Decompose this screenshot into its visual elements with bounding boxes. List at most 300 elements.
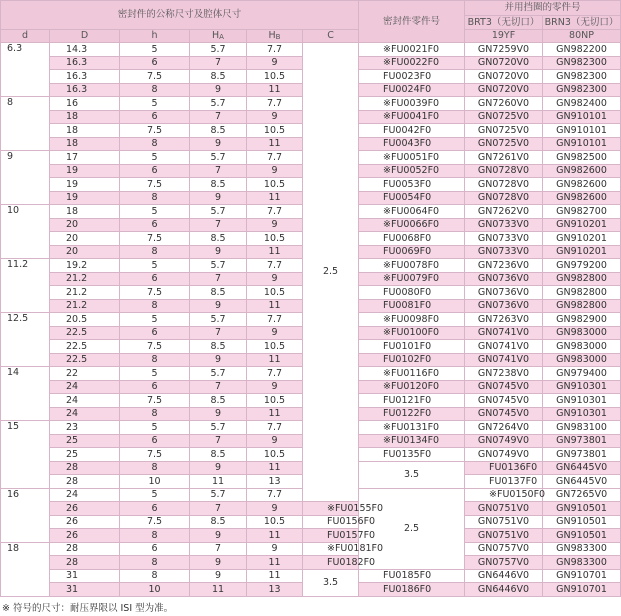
cell-HB: 10.5 <box>247 124 303 138</box>
cell-HA: 9 <box>190 529 247 543</box>
cell-HA: 5.7 <box>190 488 247 502</box>
cell-brn3: GN982600 <box>543 164 621 178</box>
cell-HB: 11 <box>247 245 303 259</box>
cell-part-number: ※FU0021F0 <box>359 43 465 57</box>
cell-HB: 11 <box>247 353 303 367</box>
cell-HA: 5.7 <box>190 259 247 273</box>
cell-HB: 9 <box>247 110 303 124</box>
cell-brt3: GN7263V0 <box>465 313 543 327</box>
cell-part-number: ※FU0039F0 <box>359 97 465 111</box>
brt3-sub-header: 19YF <box>465 29 543 43</box>
col-C-header: C <box>303 29 359 43</box>
cell-D: 21.2 <box>50 286 120 300</box>
cell-brn3: GN982800 <box>543 272 621 286</box>
cell-HB: 10.5 <box>247 178 303 192</box>
cell-brt3: GN7264V0 <box>465 421 543 435</box>
cell-HB: 10.5 <box>247 70 303 84</box>
cell-HA: 5.7 <box>190 43 247 57</box>
cell-HB: 11 <box>247 569 303 583</box>
cell-HB: 9 <box>247 502 303 516</box>
cell-HB: 7.7 <box>247 43 303 57</box>
cell-brn3: GN910201 <box>543 218 621 232</box>
cell-HB: 7.7 <box>247 488 303 502</box>
table-row <box>1 542 621 556</box>
cell-HA: 8.5 <box>190 178 247 192</box>
cell-D: 24 <box>50 488 120 502</box>
cell-D: 20 <box>50 232 120 246</box>
cell-brt3: GN7262V0 <box>465 205 543 219</box>
cell-brt3: GN0728V0 <box>465 191 543 205</box>
cell-brt3: GN6445V0 <box>543 461 621 475</box>
cell-part-number: ※FU0098F0 <box>359 313 465 327</box>
cell-HB: 10.5 <box>247 448 303 462</box>
col-HB-header <box>247 29 303 43</box>
cell-brn3: GN983300 <box>543 556 621 570</box>
cell-part-number: FU0068F0 <box>359 232 465 246</box>
cell-brt3: GN0751V0 <box>465 515 543 529</box>
cell-brt3: GN7260V0 <box>465 97 543 111</box>
cell-HA: 7 <box>190 164 247 178</box>
cell-brn3: GN910501 <box>543 515 621 529</box>
cell-HA: 8.5 <box>190 340 247 354</box>
cell-h: 7.5 <box>120 178 190 192</box>
cell-HA: 7 <box>190 326 247 340</box>
cell-HB: 7.7 <box>247 205 303 219</box>
cell-part-number: ※FU0134F0 <box>359 434 465 448</box>
cell-HB: 13 <box>247 583 303 597</box>
cell-part-number: ※FU0066F0 <box>359 218 465 232</box>
cell-brn3: GN910101 <box>543 110 621 124</box>
cell-part-number: FU0157F0 <box>303 529 359 543</box>
cell-brn3: GN973801 <box>543 448 621 462</box>
cell-C: 3.5 <box>303 569 359 596</box>
cell-brn3: GN910101 <box>543 137 621 151</box>
cell-brn3: GN982300 <box>543 83 621 97</box>
cell-brt3: GN0725V0 <box>465 137 543 151</box>
cell-HA: 11 <box>190 583 247 597</box>
cell-h: 8 <box>120 83 190 97</box>
cell-D: 24 <box>50 394 120 408</box>
cell-D: 14.3 <box>50 43 120 57</box>
cell-D: 24 <box>50 407 120 421</box>
cell-HB: 9 <box>247 434 303 448</box>
cell-HB: 10.5 <box>247 340 303 354</box>
cell-D: 19 <box>50 178 120 192</box>
cell-h: 6 <box>120 218 190 232</box>
brn3-sub-header: 80NP <box>543 29 621 43</box>
table-row <box>1 502 621 516</box>
cell-HA: 7 <box>190 272 247 286</box>
cell-HB: 11 <box>247 83 303 97</box>
cell-HA: 9 <box>190 556 247 570</box>
cell-HB: 11 <box>247 191 303 205</box>
cell-h: 5 <box>120 421 190 435</box>
cell-d: 8 <box>1 97 50 151</box>
cell-HB: 11 <box>247 529 303 543</box>
cell-part-number: ※FU0064F0 <box>359 205 465 219</box>
cell-D: 31 <box>50 569 120 583</box>
cell-brn3: GN982800 <box>543 299 621 313</box>
cell-d: 16 <box>1 488 50 542</box>
cell-brt3: GN6446V0 <box>465 569 543 583</box>
cell-brt3: GN0725V0 <box>465 124 543 138</box>
cell-h: 8 <box>120 407 190 421</box>
cell-HA: 8.5 <box>190 124 247 138</box>
cell-HA: 7 <box>190 542 247 556</box>
cell-h: 8 <box>120 556 190 570</box>
cell-part-number: FU0080F0 <box>359 286 465 300</box>
cell-brn3: GN982300 <box>543 70 621 84</box>
cell-brt3: GN0741V0 <box>465 353 543 367</box>
cell-brt3: GN7259V0 <box>465 43 543 57</box>
col-HB-main: H <box>268 29 276 41</box>
cell-brt3: GN0720V0 <box>465 56 543 70</box>
cell-D: 25 <box>50 448 120 462</box>
cell-C: 2.5 <box>303 43 359 502</box>
cell-brt3: GN7236V0 <box>465 259 543 273</box>
cell-HA: 7 <box>190 56 247 70</box>
cell-brt3: GN0728V0 <box>465 178 543 192</box>
cell-h: 7.5 <box>120 70 190 84</box>
cell-HB: 7.7 <box>247 367 303 381</box>
cell-HB: 9 <box>247 542 303 556</box>
cell-HA: 5.7 <box>190 205 247 219</box>
cell-part-number: FU0186F0 <box>359 583 465 597</box>
cell-HA: 7 <box>190 218 247 232</box>
cell-part-number: ※FU0150F0 <box>465 488 543 502</box>
cell-h: 7.5 <box>120 340 190 354</box>
cell-brn3: GN982600 <box>543 178 621 192</box>
cell-d: 18 <box>1 542 50 596</box>
cell-HA: 5.7 <box>190 421 247 435</box>
cell-d: 12.5 <box>1 313 50 367</box>
table-row <box>1 529 621 543</box>
cell-D: 18 <box>50 110 120 124</box>
cell-HA: 8.5 <box>190 286 247 300</box>
cell-part-number: FU0101F0 <box>359 340 465 354</box>
cell-h: 8 <box>120 353 190 367</box>
cell-part-number: FU0069F0 <box>359 245 465 259</box>
cell-HA: 8.5 <box>190 448 247 462</box>
cell-brt3: GN0728V0 <box>465 164 543 178</box>
col-d-header: d <box>1 29 50 43</box>
col-D-header: D <box>50 29 120 43</box>
cell-HB: 7.7 <box>247 151 303 165</box>
cell-D: 28 <box>50 475 120 489</box>
cell-D: 26 <box>50 529 120 543</box>
cell-HA: 5.7 <box>190 313 247 327</box>
cell-brt3: GN6446V0 <box>465 583 543 597</box>
cell-part-number: ※FU0181F0 <box>303 542 359 556</box>
cell-part-number: ※FU0131F0 <box>359 421 465 435</box>
cell-HA: 5.7 <box>190 97 247 111</box>
cell-D: 16.3 <box>50 56 120 70</box>
cell-h: 6 <box>120 542 190 556</box>
cell-part-number: FU0137F0 <box>465 475 543 489</box>
cell-brn3: GN983300 <box>543 542 621 556</box>
cell-brn3: GN982800 <box>543 286 621 300</box>
cell-part-number: FU0081F0 <box>359 299 465 313</box>
cell-brn3: GN910501 <box>543 529 621 543</box>
cell-D: 21.2 <box>50 299 120 313</box>
brn3-header: BRN3（无切口） <box>543 16 621 30</box>
cell-part-number: ※FU0022F0 <box>359 56 465 70</box>
cell-brt3: GN0733V0 <box>465 245 543 259</box>
cell-h: 6 <box>120 164 190 178</box>
cell-HB: 9 <box>247 164 303 178</box>
col-h-header: h <box>120 29 190 43</box>
cell-part-number: ※FU0120F0 <box>359 380 465 394</box>
cell-part-number: FU0122F0 <box>359 407 465 421</box>
cell-HA: 7 <box>190 380 247 394</box>
cell-D: 22 <box>50 367 120 381</box>
cell-brn3: GN910301 <box>543 407 621 421</box>
cell-D: 22.5 <box>50 353 120 367</box>
table-row <box>1 515 621 529</box>
cell-brn3: GN910701 <box>543 569 621 583</box>
cell-brn3: GN910701 <box>543 583 621 597</box>
cell-HA: 8.5 <box>190 394 247 408</box>
cell-brt3: GN0736V0 <box>465 299 543 313</box>
cell-HB: 10.5 <box>247 232 303 246</box>
cell-brt3: GN0751V0 <box>465 529 543 543</box>
cell-HB: 11 <box>247 407 303 421</box>
cell-D: 28 <box>50 556 120 570</box>
cell-brn3: GN910301 <box>543 394 621 408</box>
cell-part-number: FU0053F0 <box>359 178 465 192</box>
cell-brt3: GN0745V0 <box>465 394 543 408</box>
cell-h: 10 <box>120 583 190 597</box>
cell-HB: 9 <box>247 56 303 70</box>
cell-brt3: GN0741V0 <box>465 340 543 354</box>
cell-brt3: GN0745V0 <box>465 380 543 394</box>
cell-h: 6 <box>120 434 190 448</box>
cell-h: 7.5 <box>120 286 190 300</box>
cell-part-number: ※FU0116F0 <box>359 367 465 381</box>
cell-h: 5 <box>120 313 190 327</box>
cell-h: 5 <box>120 205 190 219</box>
cell-h: 5 <box>120 259 190 273</box>
cell-D: 28 <box>50 461 120 475</box>
cell-brn3: GN982500 <box>543 151 621 165</box>
cell-HB: 11 <box>247 137 303 151</box>
cell-part-number: FU0023F0 <box>359 70 465 84</box>
cell-h: 8 <box>120 569 190 583</box>
cell-h: 7.5 <box>120 124 190 138</box>
cell-HB: 9 <box>247 218 303 232</box>
cell-D: 20 <box>50 245 120 259</box>
cell-brn3: GN982300 <box>543 56 621 70</box>
cell-h: 7.5 <box>120 232 190 246</box>
table-body <box>1 43 621 597</box>
cell-part-number: ※FU0079F0 <box>359 272 465 286</box>
cell-D: 25 <box>50 434 120 448</box>
cell-HB: 10.5 <box>247 286 303 300</box>
col-HA-main: H <box>212 29 220 41</box>
cell-brn3: GN983000 <box>543 340 621 354</box>
cell-h: 6 <box>120 110 190 124</box>
cell-HA: 11 <box>190 475 247 489</box>
cell-D: 23 <box>50 421 120 435</box>
cell-brt3: GN0720V0 <box>465 70 543 84</box>
cell-brn3: GN910201 <box>543 232 621 246</box>
cell-HA: 9 <box>190 245 247 259</box>
cell-brn3: GN973801 <box>543 434 621 448</box>
cell-HB: 11 <box>247 299 303 313</box>
cell-h: 6 <box>120 56 190 70</box>
cell-brt3: GN0745V0 <box>465 407 543 421</box>
cell-h: 8 <box>120 191 190 205</box>
cell-D: 19.2 <box>50 259 120 273</box>
table-row <box>1 556 621 570</box>
cell-brn3: GN982900 <box>543 313 621 327</box>
cell-h: 5 <box>120 43 190 57</box>
cell-D: 20 <box>50 218 120 232</box>
cell-D: 24 <box>50 380 120 394</box>
cell-part-number: ※FU0052F0 <box>359 164 465 178</box>
cell-C: 3.5 <box>359 461 465 488</box>
group-header-dimensions: 密封件的公称尺寸及腔体尺寸 <box>1 1 359 30</box>
cell-D: 28 <box>50 542 120 556</box>
cell-h: 6 <box>120 326 190 340</box>
cell-part-number: FU0136F0 <box>465 461 543 475</box>
cell-D: 18 <box>50 124 120 138</box>
table-header <box>1 1 621 43</box>
cell-brn3: GN983000 <box>543 353 621 367</box>
cell-brt3: GN0751V0 <box>465 502 543 516</box>
cell-part-number: FU0121F0 <box>359 394 465 408</box>
cell-brt3: GN0757V0 <box>465 542 543 556</box>
cell-part-number: FU0024F0 <box>359 83 465 97</box>
cell-part-number: ※FU0041F0 <box>359 110 465 124</box>
cell-C: 2.5 <box>359 488 465 569</box>
cell-d: 15 <box>1 421 50 489</box>
cell-D: 16 <box>50 97 120 111</box>
cell-brn3: GN910501 <box>543 502 621 516</box>
cell-D: 17 <box>50 151 120 165</box>
cell-part-number: FU0182F0 <box>303 556 359 570</box>
cell-HB: 7.7 <box>247 313 303 327</box>
group-header-backup-rings: 并用挡圈的零件号 <box>465 1 621 16</box>
cell-D: 21.2 <box>50 272 120 286</box>
footnote: ※ 符号的尺寸：耐压界限以 ISI 型为准。 <box>2 603 174 614</box>
cell-HA: 9 <box>190 137 247 151</box>
cell-HA: 9 <box>190 461 247 475</box>
cell-brn3: GN982400 <box>543 97 621 111</box>
cell-brt3: GN0725V0 <box>465 110 543 124</box>
cell-HA: 8.5 <box>190 70 247 84</box>
cell-d: 14 <box>1 367 50 421</box>
cell-brt3: GN0736V0 <box>465 272 543 286</box>
cell-HA: 7 <box>190 434 247 448</box>
cell-HB: 11 <box>247 556 303 570</box>
cell-part-number: FU0054F0 <box>359 191 465 205</box>
cell-D: 20.5 <box>50 313 120 327</box>
cell-part-number: FU0135F0 <box>359 448 465 462</box>
cell-HA: 9 <box>190 83 247 97</box>
cell-h: 8 <box>120 529 190 543</box>
cell-h: 8 <box>120 245 190 259</box>
brt3-header: BRT3（无切口） <box>465 16 543 30</box>
cell-HA: 9 <box>190 407 247 421</box>
cell-brt3: GN6445V0 <box>543 475 621 489</box>
cell-D: 19 <box>50 191 120 205</box>
cell-part-number: FU0102F0 <box>359 353 465 367</box>
cell-HB: 9 <box>247 326 303 340</box>
cell-brt3: GN7265V0 <box>543 488 621 502</box>
cell-brn3: GN910201 <box>543 245 621 259</box>
cell-HA: 9 <box>190 353 247 367</box>
cell-HB: 7.7 <box>247 259 303 273</box>
cell-h: 5 <box>120 151 190 165</box>
cell-part-number: FU0042F0 <box>359 124 465 138</box>
cell-HA: 8.5 <box>190 515 247 529</box>
col-HB-sub: B <box>275 32 281 41</box>
cell-D: 18 <box>50 137 120 151</box>
cell-brt3: GN7261V0 <box>465 151 543 165</box>
cell-D: 19 <box>50 164 120 178</box>
cell-HB: 9 <box>247 272 303 286</box>
cell-HB: 7.7 <box>247 421 303 435</box>
cell-D: 22.5 <box>50 326 120 340</box>
cell-part-number: FU0043F0 <box>359 137 465 151</box>
cell-brn3: GN982200 <box>543 43 621 57</box>
cell-HA: 9 <box>190 191 247 205</box>
cell-h: 8 <box>120 137 190 151</box>
cell-brn3: GN983000 <box>543 326 621 340</box>
cell-HA: 9 <box>190 569 247 583</box>
cell-brt3: GN0741V0 <box>465 326 543 340</box>
cell-brn3: GN982600 <box>543 191 621 205</box>
cell-HA: 5.7 <box>190 151 247 165</box>
cell-brt3: GN7238V0 <box>465 367 543 381</box>
cell-d: 11.2 <box>1 259 50 313</box>
cell-D: 26 <box>50 502 120 516</box>
cell-h: 8 <box>120 299 190 313</box>
cell-h: 6 <box>120 272 190 286</box>
table-row <box>1 43 621 57</box>
cell-brt3: GN0733V0 <box>465 218 543 232</box>
cell-h: 7.5 <box>120 448 190 462</box>
cell-part-number: FU0185F0 <box>359 569 465 583</box>
cell-HA: 8.5 <box>190 232 247 246</box>
cell-HB: 10.5 <box>247 394 303 408</box>
cell-h: 10 <box>120 475 190 489</box>
cell-HA: 7 <box>190 502 247 516</box>
cell-HB: 9 <box>247 380 303 394</box>
cell-h: 5 <box>120 367 190 381</box>
cell-d: 9 <box>1 151 50 205</box>
cell-brn3: GN979200 <box>543 259 621 273</box>
cell-brt3: GN0749V0 <box>465 448 543 462</box>
cell-D: 31 <box>50 583 120 597</box>
cell-part-number: ※FU0155F0 <box>303 502 359 516</box>
cell-D: 18 <box>50 205 120 219</box>
cell-h: 7.5 <box>120 394 190 408</box>
cell-HA: 5.7 <box>190 367 247 381</box>
cell-brt3: GN0736V0 <box>465 286 543 300</box>
cell-part-number: ※FU0051F0 <box>359 151 465 165</box>
cell-HB: 10.5 <box>247 515 303 529</box>
cell-brn3: GN910301 <box>543 380 621 394</box>
part-number-header: 密封件零件号 <box>359 1 465 43</box>
cell-D: 16.3 <box>50 83 120 97</box>
cell-HB: 11 <box>247 461 303 475</box>
cell-D: 26 <box>50 515 120 529</box>
cell-part-number: ※FU0078F0 <box>359 259 465 273</box>
cell-HB: 13 <box>247 475 303 489</box>
cell-brn3: GN979400 <box>543 367 621 381</box>
